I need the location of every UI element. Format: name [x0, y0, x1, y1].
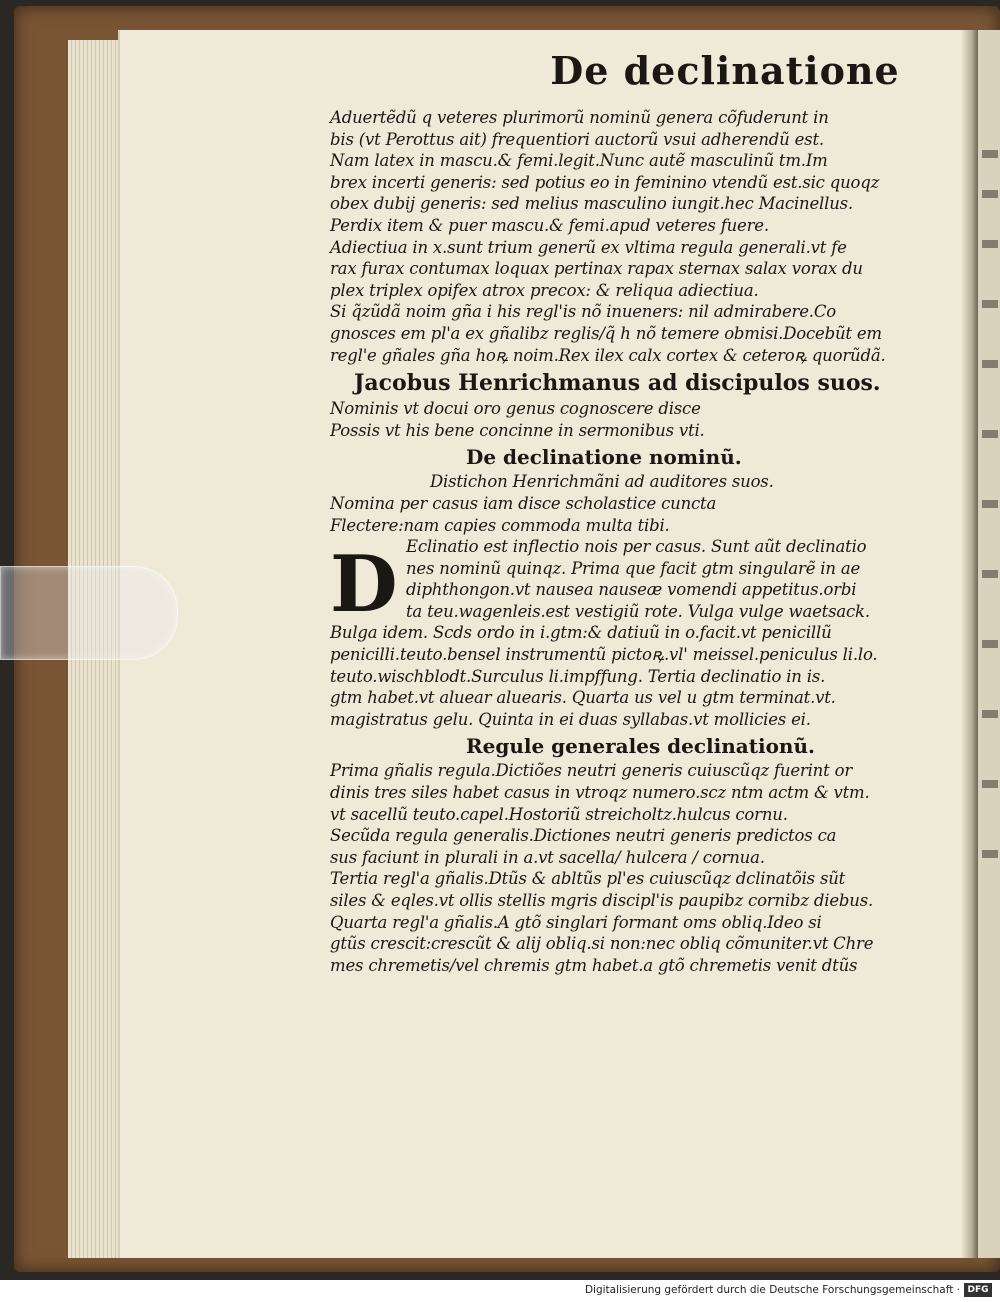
text-line: ta teu.wagenleis.est vestigiũ rote. Vulga vulge waetsack. [406, 601, 870, 621]
text-line: rax furax contumax loquax pertinax rapax sternax salax vorax du [330, 259, 863, 279]
page-title: De declinatione [550, 48, 900, 93]
text-line: teuto.wischblodt.Surculus li.impffung. Tertia declinatio in is. [330, 666, 826, 686]
text-line: obex dubij generis: sed melius masculino iungit.hec Macinellus. [330, 194, 853, 214]
text-line: Secũda regula generalis.Dictiones neutri generis predictos ca [330, 826, 837, 846]
distichon-line: Nomina per casus iam disce scholastice cuncta [330, 493, 717, 513]
text-line: Bulga idem. Scds ordo in i.gtm:& datiuũ in o.facit.vt penicillũ [330, 623, 832, 643]
text-line: bis (vt Perottus ait) frequentiori auctorũ vsui adherendũ est. [330, 129, 824, 149]
text-line: Quarta regl'a gñalis.A gtõ singlari formant oms obliq.Ideo si [330, 912, 822, 932]
text-line: Nam latex in mascu.& femi.legit.Nunc autẽ masculinũ tm.Im [330, 151, 828, 171]
text-line: mes chremetis/vel chremis gtm habet.a gtõ chremetis venit dtũs [330, 955, 858, 975]
text-line: regl'e gñales gña hoꝶ noim.Rex ilex calx cortex & ceteroꝶ quorũdã. [330, 345, 886, 365]
text-line: gnosces em pl'a ex gñalibz reglis/q̃ h nõ temere obmisi.Docebũt em [330, 323, 882, 343]
text-line: diphthongon.vt nausea nauseæ vomendi appetitus.orbi [406, 580, 857, 600]
facing-page-edge [978, 30, 1000, 1258]
text-line: siles & eqles.vt ollis stellis mgris discipl'is paupibz cornibz diebus. [330, 891, 874, 910]
text-line: Prima gñalis regula.Dictiões neutri generis cuiuscũqz fuerint or [330, 761, 852, 781]
drop-cap-letter: D [330, 539, 398, 631]
funding-credit: Digitalisierung gefördert durch die Deutsche Forschungsgemeinschaft · [584, 1284, 960, 1296]
paragraph-rules [330, 760, 960, 976]
heading-poem: Jacobus Henrichmanus ad discipulos suos. [354, 370, 881, 397]
text-line: sus faciunt in plurali in a.vt sacella/ hulcera / cornua. [330, 847, 765, 867]
page-text [330, 40, 960, 976]
paragraph-genera [330, 107, 960, 366]
text-line: gtũs crescit:crescũt & alij obliq.si non:nec obliq cõmuniter.vt Chre [330, 934, 874, 954]
heading-declination: De declinatione nominũ. [466, 445, 742, 470]
text-line: Si q̃zũdã noim gña i his regl'is nõ inueners: nil admirabere.Co [330, 302, 837, 322]
paragraph-declinatio [330, 536, 960, 730]
text-line: Tertia regl'a gñalis.Dtũs & abltũs pl'es cuiuscũqz dclinatõis sũt [330, 869, 846, 889]
text-line: vt sacellũ teuto.capel.Hostoriũ streicholtz.hulcus cornu. [330, 804, 788, 824]
text-line: plex triplex opifex atrox precox: & reliqua adiectiua. [330, 280, 759, 300]
glass-holder-strip [0, 566, 178, 660]
text-line: Perdix item & puer mascu.& femi.apud veteres fuere. [330, 215, 769, 235]
footer-bar [0, 1280, 1000, 1302]
text-line: nes nominũ quinqz. Prima que facit gtm singularẽ in ae [406, 558, 861, 578]
distichon-line: Flectere:nam capies commoda multa tibi. [330, 515, 670, 535]
text-line: penicilli.teuto.bensel instrumentũ pictoꝶ.vl' meissel.peniculus li.lo. [330, 645, 878, 665]
text-line: magistratus gelu. Quinta in ei duas syllabas.vt mollicies ei. [330, 709, 811, 729]
text-line: Eclinatio est inflectio nois per casus. Sunt aũt declinatio [406, 537, 867, 557]
distichon-title: Distichon Henrichmãni ad auditores suos. [430, 472, 774, 492]
text-line: dinis tres siles habet casus in vtroqz numero.scz ntm actm & vtm. [330, 783, 870, 803]
book-gutter [962, 30, 978, 1258]
text-line: Adiectiua in x.sunt trium generũ ex vltima regula generali.vt fe [330, 237, 847, 257]
text-line: brex incerti generis: sed potius eo in feminino vtendũ est.sic quoqz [330, 172, 880, 192]
text-line: Aduertẽdũ q veteres plurimorũ nominũ genera cõfuderunt in [330, 108, 829, 127]
poem-line: Possis vt his bene concinne in sermonibus vti. [330, 420, 705, 440]
text-line: gtm habet.vt aluear aluearis. Quarta us vel u gtm terminat.vt. [330, 688, 836, 708]
dfg-logo: DFG [964, 1283, 992, 1297]
heading-rules: Regule generales declinationũ. [466, 734, 815, 759]
poem-line: Nominis vt docui oro genus cognoscere disce [330, 399, 701, 419]
